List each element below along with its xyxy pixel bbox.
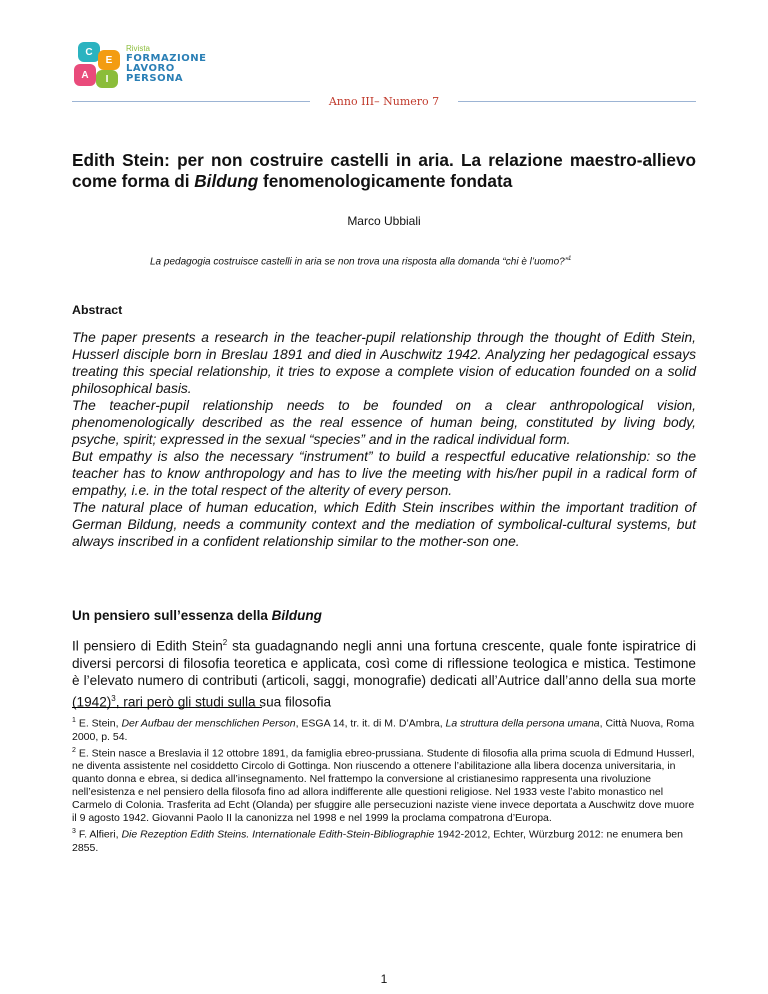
section-heading-italic: Bildung — [271, 608, 322, 623]
epigraph — [150, 256, 696, 267]
footnote-text: E. Stein nasce a Breslavia il 12 ottobre 1891, da famiglia ebreo-prussiana. Studente di filosofia alla prima scuola di Edmund Husserl, ne diventa assistente nel cosiddetto Circolo di Gottinga. Non riuscendo a ottenere l’abilitazione alla libera docenza universitaria, in quanto donna e ebrea, si dedica all’insegnamento. Nel frattempo la conversione al cristianesimo rappresenta una rivoluzione nell’esistenza e nel pensiero della filosofa fino ad allora indifferente alle questioni religiose. Nel 1933 veste l’abito monastico nel Carmelo di Colonia. Trasferita ad Echt (Olanda) per sfuggire alle persecuzioni naziste viene invece deportata a Auschwitz dove muore il 9 agosto 1942. Giovanni Paolo II la canonizza nel 1998 e nel 1999 la proclama compatrona d’Europa. — [72, 747, 695, 824]
footnote-1 — [72, 714, 696, 744]
title-italic: Bildung — [194, 171, 259, 191]
body-paragraph — [72, 634, 696, 711]
footnote-text: E. Stein, — [78, 717, 122, 730]
footnote-number: 1 — [72, 717, 76, 724]
header-rule-right — [458, 101, 696, 102]
footnote-text: F. Alfieri, — [78, 828, 122, 841]
abstract-body — [72, 329, 696, 550]
footnote-number: 2 — [72, 746, 76, 754]
puzzle-piece-c: C — [78, 42, 100, 62]
section-heading-text: Un pensiero sull’essenza della — [72, 608, 272, 623]
body-text-c: , rari però gli studi sulla sua filosofia — [115, 694, 332, 710]
logo-line-1: FORMAZIONE — [126, 53, 207, 64]
issue-label: Anno III– Numero 7 — [328, 95, 440, 108]
page-number: 1 — [380, 972, 388, 986]
puzzle-piece-a: A — [74, 64, 96, 86]
footnote-2 — [72, 744, 696, 826]
abstract-paragraph: The paper presents a research in the teacher-pupil relationship through the thought of Edith Stein, Husserl disciple born in Breslau 1891 and died in Auschwitz 1942. Analyzing her pedagogical essays treating this special relationship, it tries to expose a complete vision of education founded on a solid philosophical basis. — [72, 330, 696, 396]
footnote-text: , Città Nuova, Roma 2000, p. 54. — [72, 717, 695, 743]
puzzle-piece-e: E — [98, 50, 120, 70]
abstract-paragraph: The natural place of human education, which Edith Stein inscribes within the important tradition of German Bildung, needs a community context and the mediation of symbolical-cultural systems, but always inscribed in a confident relationship similar to the mother-son one. — [72, 500, 696, 549]
logo-wordmark — [126, 44, 206, 84]
running-header — [72, 96, 696, 108]
body-text-a: Il pensiero di Edith Stein — [72, 638, 223, 654]
footnote-italic: Der Aufbau der menschlichen Person — [121, 717, 296, 730]
footnote-italic: La struttura della persona umana — [445, 717, 600, 730]
footnote-text: 1942-2012, Echter, Würzburg 2012: ne enumera ben 2855. — [72, 828, 683, 854]
epigraph-text: La pedagogia costruisce castelli in aria se non trova una risposta alla domanda “chi è l’uomo?” — [150, 256, 569, 268]
title-part-1: Edith Stein: per non costruire castelli in aria. La relazione maestro-allievo come forma di — [72, 150, 696, 191]
abstract-paragraph: The teacher-pupil relationship needs to be founded on a clear anthropological vision, phenomenologically described as the real essence of human being, constituted by living body, psyche, spirit; expressed in the sexual “species” and in the radical individual form. — [72, 398, 696, 447]
epigraph-note-ref[interactable]: 1 — [568, 256, 572, 262]
author-name: Marco Ubbiali — [347, 214, 421, 228]
logo-line-2: LAVORO — [126, 63, 175, 74]
abstract-heading: Abstract — [72, 303, 123, 317]
logo-rivista: Rivista — [126, 44, 151, 53]
footnote-ref-2[interactable]: 2 — [222, 638, 228, 647]
footnote-text: , ESGA 14, tr. it. di M. D’Ambra, — [295, 717, 446, 730]
footnote-ref-3[interactable]: 3 — [111, 693, 116, 703]
footnote-italic: Die Rezeption Edith Steins. Internationale Edith-Stein-Bibliographie — [121, 828, 435, 841]
footnote-number: 3 — [72, 828, 76, 835]
puzzle-logo-icon — [72, 40, 124, 90]
footnote-separator — [72, 707, 262, 708]
body-text-b: sta guadagnando negli anni una fortuna crescente, quale fonte ispiratrice di diversi percorsi di filosofia teoretica e applicata, così come di riflessione teologica e mistica. Testimone è l’elevato numero di contributi (articoli, saggi, monografie) dedicati all’Autrice dall’anno della sua morte (1942) — [72, 638, 696, 710]
footnotes — [72, 714, 696, 855]
title-part-2: fenomenologicamente fondata — [258, 171, 513, 191]
puzzle-piece-i: I — [96, 70, 118, 88]
paper-title — [72, 150, 696, 192]
logo-line-3: PERSONA — [126, 73, 184, 84]
section-heading — [72, 608, 696, 623]
footnote-3 — [72, 825, 696, 855]
abstract-paragraph: But empathy is also the necessary “instrument” to build a respectful educative relationship: so the teacher has to know anthropology and has to live the meeting with his/her pupil in a radical form of empathy, i.e. in the total respect of the alterity of every person. — [72, 449, 696, 498]
